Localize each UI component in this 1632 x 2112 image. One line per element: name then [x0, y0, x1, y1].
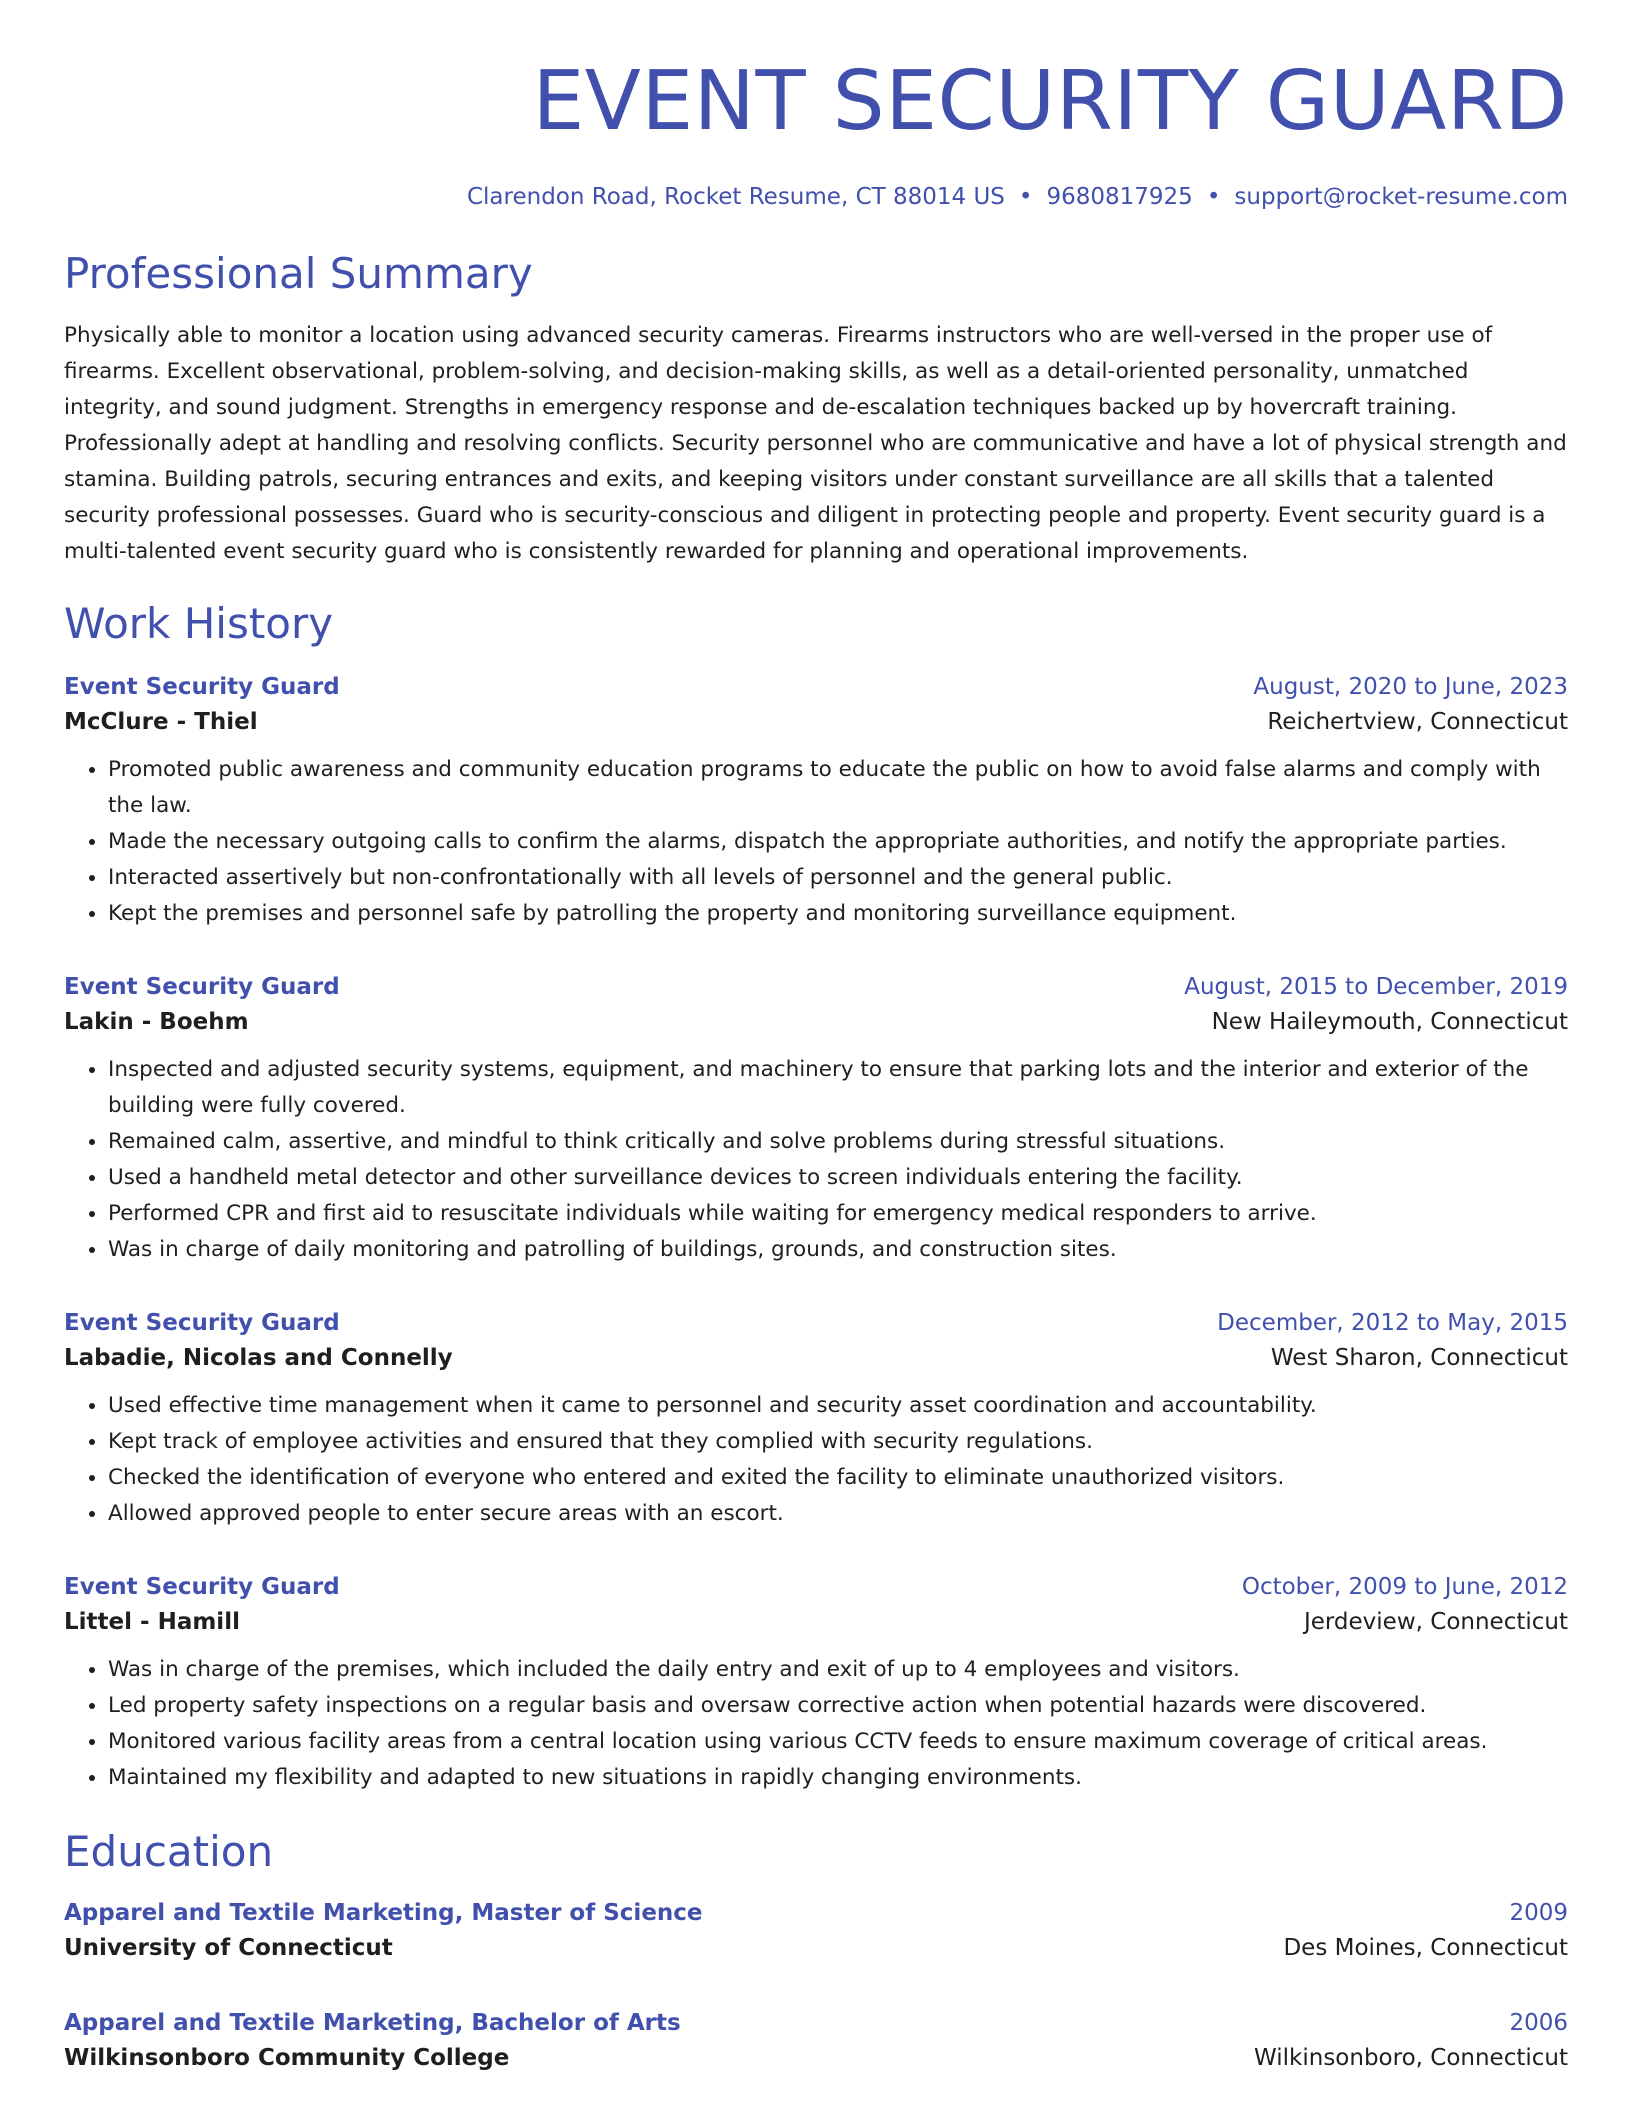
summary-text: Physically able to monitor a location using advanced security cameras. Firearms instructors who are well-versed in the proper use of firearms. Excellent observational, problem-solving, and decision-making skills, as well as a detail-oriented personality, unmatched integrity, and sound judgment. Strengths in emergency response and de-escalation techniques backed up by hovercraft training. Professionally adept at handling and resolving conflicts. Security personnel who are communicative and have a lot of physical strength and stamina. Building patrols, securing entrances and exits, and keeping visitors under constant surveillance are all skills that a talented security professional possesses. Guard who is security-conscious and diligent in protecting people and property. Event security guard is a multi-talented event security guard who is consistently rewarded for planning and operational improvements. — [64, 323, 1567, 564]
summary-heading: Professional Summary — [64, 249, 533, 298]
job-title: Event Security Guard — [64, 1310, 340, 1336]
education-location: Des Moines, Connecticut — [1283, 1935, 1568, 1961]
contact-phone: 9680817925 — [1046, 184, 1193, 210]
job-bullet: • Performed CPR and first aid to resuscitate individuals while waiting for emergency medical responders to arrive. — [108, 1196, 1568, 1232]
job-location: New Haileymouth, Connecticut — [1211, 1009, 1568, 1035]
resume-name: EVENT SECURITY GUARD — [532, 54, 1568, 149]
job-location: Jerdeview, Connecticut — [1303, 1609, 1568, 1635]
education-year: 2009 — [1509, 1900, 1568, 1926]
job-title: Event Security Guard — [64, 674, 340, 700]
contact-separator: • — [1206, 184, 1221, 210]
education-school: Wilkinsonboro Community College — [64, 2045, 510, 2071]
job-bullet: • Was in charge of daily monitoring and patrolling of buildings, grounds, and construction sites. — [108, 1232, 1568, 1268]
job-bullet-list — [64, 1388, 1568, 1532]
job-bullet: • Allowed approved people to enter secure areas with an escort. — [108, 1496, 1568, 1532]
job-company: Lakin - Boehm — [64, 1009, 249, 1035]
job-bullet-list — [64, 1052, 1568, 1268]
job-bullet: • Was in charge of the premises, which included the daily entry and exit of up to 4 employees and visitors. — [108, 1652, 1568, 1688]
job-bullet-list — [64, 752, 1568, 932]
education-degree: Apparel and Textile Marketing, Master of Science — [64, 1900, 703, 1926]
job-dates: December, 2012 to May, 2015 — [1217, 1310, 1568, 1336]
job-bullet: • Used effective time management when it came to personnel and security asset coordination and accountability. — [108, 1388, 1568, 1424]
job-bullet: • Monitored various facility areas from a central location using various CCTV feeds to ensure maximum coverage of critical areas. — [108, 1724, 1568, 1760]
job-bullet: • Interacted assertively but non-confrontationally with all levels of personnel and the general public. — [108, 860, 1568, 896]
job-bullet-list — [64, 1652, 1568, 1796]
job-entry — [64, 1570, 1568, 1796]
job-title: Event Security Guard — [64, 1574, 340, 1600]
job-company: Littel - Hamill — [64, 1609, 240, 1635]
work-history-heading: Work History — [64, 599, 334, 648]
education-degree: Apparel and Textile Marketing, Bachelor of Arts — [64, 2010, 681, 2036]
job-bullet: • Kept track of employee activities and ensured that they complied with security regulations. — [108, 1424, 1568, 1460]
education-year: 2006 — [1509, 2010, 1568, 2036]
job-bullet: • Inspected and adjusted security systems, equipment, and machinery to ensure that parking lots and the interior and exterior of the building were fully covered. — [108, 1052, 1568, 1124]
contact-address: Clarendon Road, Rocket Resume, CT 88014 US — [466, 184, 1005, 210]
job-title: Event Security Guard — [64, 974, 340, 1000]
job-bullet: • Remained calm, assertive, and mindful to think critically and solve problems during stressful situations. — [108, 1124, 1568, 1160]
job-bullet: • Kept the premises and personnel safe by patrolling the property and monitoring surveillance equipment. — [108, 896, 1568, 932]
job-entry — [64, 1306, 1568, 1532]
education-entry — [64, 2006, 1568, 2076]
job-company: Labadie, Nicolas and Connelly — [64, 1345, 453, 1371]
job-entry — [64, 670, 1568, 932]
job-bullet: • Used a handheld metal detector and other surveillance devices to screen individuals entering the facility. — [108, 1160, 1568, 1196]
job-dates: August, 2020 to June, 2023 — [1253, 674, 1568, 700]
job-bullet: • Maintained my flexibility and adapted to new situations in rapidly changing environments. — [108, 1760, 1568, 1796]
job-location: West Sharon, Connecticut — [1270, 1345, 1568, 1371]
contact-email[interactable]: support@rocket-resume.com — [1234, 184, 1568, 210]
job-dates: August, 2015 to December, 2019 — [1184, 974, 1568, 1000]
job-entry — [64, 970, 1568, 1268]
job-location: Reichertview, Connecticut — [1267, 709, 1568, 735]
education-heading: Education — [64, 1827, 274, 1876]
job-bullet: • Led property safety inspections on a regular basis and oversaw corrective action when potential hazards were discovered. — [108, 1688, 1568, 1724]
contact-line — [64, 180, 1568, 214]
contact-separator: • — [1018, 184, 1033, 210]
job-company: McClure - Thiel — [64, 709, 258, 735]
job-bullet: • Checked the identification of everyone who entered and exited the facility to eliminate unauthorized visitors. — [108, 1460, 1568, 1496]
education-location: Wilkinsonboro, Connecticut — [1254, 2045, 1568, 2071]
education-entry — [64, 1896, 1568, 1966]
job-dates: October, 2009 to June, 2012 — [1241, 1574, 1568, 1600]
job-bullet: • Promoted public awareness and community education programs to educate the public on how to avoid false alarms and comply with the law. — [108, 752, 1568, 824]
job-bullet: • Made the necessary outgoing calls to confirm the alarms, dispatch the appropriate authorities, and notify the appropriate parties. — [108, 824, 1568, 860]
education-school: University of Connecticut — [64, 1935, 393, 1961]
